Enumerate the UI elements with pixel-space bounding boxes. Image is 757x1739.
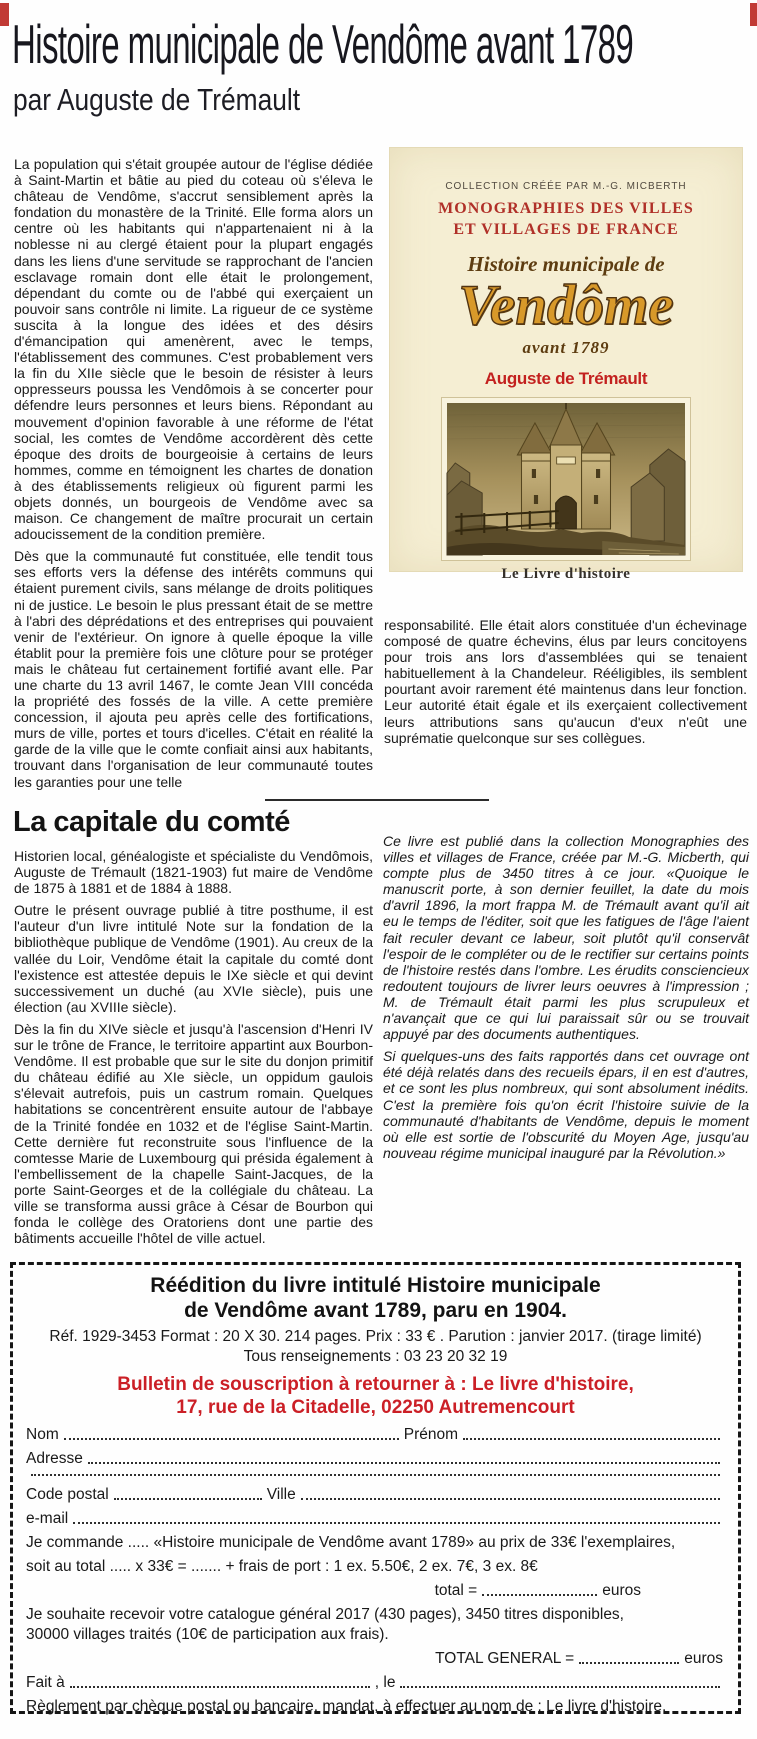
prenom-label: Prénom xyxy=(403,1426,459,1443)
form-contact-line: Tous renseignements : 03 23 20 32 19 xyxy=(243,1348,508,1365)
fait-a-label: Fait à xyxy=(26,1674,65,1691)
form-row-codepostal-ville xyxy=(26,1486,725,1503)
cover-series-line1: MONOGRAPHIES DES VILLES xyxy=(438,200,694,217)
paragraph: Ce livre est publié dans la collection Monographies des villes et villages de France, créée par M.-G. Micberth, qui compte plus de 3450 titres à ce jour. «Quoique le manuscrit porte, à son dernier feuillet, la date du mois d'avril 1896, la mort frappa M. de Trémault avant qu'il ait eu le temps de l'éditer, soit que les fatigues de l'âge l'aient fait reculer devant ce labeur, soit plutôt qu'il conservât l'espoir de le compléter ou de le rectifier sur certains points de l'histoire restés dans l'ombre. Les érudits consciencieux redoutent toujours de livrer leurs oeuvres à l'impression ; M. de Trémault était parmi les plus scrupuleux et n'avançait que ce qui lui paraissait sûr ou se trouvait appuyé par des documents authentiques. xyxy=(383,833,749,1043)
red-crop-mark-right xyxy=(750,3,757,26)
paragraph: Dès la fin du XIVe siècle et jusqu'à l'ascension d'Henri IV sur le trône de France, le territoire appartint aux Bourbon-Vendôme. Il est probable que sur le site du donjon primitif du château édifié au XIe siècle, un oppidum gaulois s'élevait autrefois, puis un castrum romain. Quelques habitations se concentrèrent ensuite autour de l'abbaye de la Trinité fondée en 1032 et de l'église Saint-Martin. Cette dernière fut reconstruite sous l'influence de la comtesse Marie de Luxembourg qui présida également à l'embellissement de la chapelle Saint-Jacques, de la porte Saint-Georges et de la collégiale du château. La ville se transforma aussi grâce à César de Bourbon qui fonda le collège des Oratoriens dont une partie des bâtiments accueille l'hôtel de ville actuel. xyxy=(14,1020,373,1247)
nom-label: Nom xyxy=(26,1426,59,1443)
adresse-label: Adresse xyxy=(26,1450,83,1467)
adresse-input-line2 xyxy=(31,1474,720,1476)
form-title-line1: Réédition du livre intitulé Histoire municipale xyxy=(150,1274,601,1297)
paragraph: Outre le présent ouvrage publié à titre posthume, il est l'auteur d'un livre intitulé Note sur la fondation de la bibliothèque publique de Vendôme (1901). Au creux de la vallée du Loir, Vendôme était la capitale du comté dont l'existence est attestée depuis le IXe siècle et qui devint successivement un duché (au XVIe siècle), puis une élection (au XVIIIe siècle). xyxy=(14,902,373,1015)
form-row-adresse xyxy=(26,1450,725,1467)
le-label: , le xyxy=(374,1674,396,1691)
cover-publisher: Le Livre d'histoire xyxy=(501,565,631,582)
prenom-input-line xyxy=(463,1438,720,1440)
section-heading: La capitale du comté xyxy=(13,806,290,838)
email-label: e-mail xyxy=(26,1510,69,1527)
cover-series-line2: ET VILLAGES DE FRANCE xyxy=(453,220,679,238)
email-input-line xyxy=(73,1522,720,1524)
page-subtitle: par Auguste de Trémault xyxy=(13,82,301,117)
fait-a-input-line xyxy=(70,1686,370,1688)
form-row-fait-a xyxy=(26,1674,725,1691)
total-input-line xyxy=(482,1594,597,1596)
intro-left-column xyxy=(14,156,373,796)
form-bulletin-address xyxy=(26,1373,725,1419)
order-line2: soit au total ..... x 33€ = ....... + frais de port : 1 ex. 5.50€, 2 ex. 7€, 3 ex. 8€ xyxy=(26,1558,538,1575)
catalog-line2: 30000 villages traités (10€ de participation aux frais). xyxy=(26,1626,389,1643)
paragraph: La population qui s'était groupée autour de l'église dédiée à Saint-Martin et bâtie au pied du coteau où s'éleva le château de Vendôme, s'accrut sensiblement après la fondation du monastère de la Trinité. Elle forma alors un centre où les habitants qui n'appartenaient ni à la noblesse ni au clergé étaient pour la plupart engagés dans les liens d'une servitude se rapprochant de l'ancien esclavage romain dont elle était le prolongement, dépendant du comte ou de l'abbé qui exerçaient un pouvoir sans contrôle ni limite. La rigueur de ce système suscita à la longue des idées et des désirs d'émancipation qui amenèrent, avec le temps, l'établissement des communes. C'est probablement vers la fin du XIIe siècle que le besoin de résister à leurs oppresseurs poussa les Vendômois à se concerter pour défendre leurs personnes et leurs biens. Répondant au mouvement d'opinion favorable à une réforme de l'état social, les comtes de Vendôme accordèrent dès cette époque des droits de bourgeoisie à certains de leurs hommes, comme en témoignent les chartes de donation à des établissements religieux où figurent parmi les objets donnés, un bourgeois de Vendôme avec sa maison. Ce changement de maître procurait un certain adoucissement de la condition première. xyxy=(14,156,373,543)
book-cover xyxy=(389,147,743,582)
form-ref-line: Réf. 1929-3453 Format : 20 X 30. 214 pages. Prix : 33 € . Parution : janvier 2017. (tirage limité) xyxy=(49,1328,702,1345)
ville-label: Ville xyxy=(266,1486,296,1503)
total-general-label: TOTAL GENERAL = xyxy=(435,1650,575,1667)
cover-author: Auguste de Trémault xyxy=(484,368,648,388)
catalog-line1: Je souhaite recevoir votre catalogue général 2017 (430 pages), 3450 titres disponibles, xyxy=(26,1606,624,1623)
form-row-nom-prenom xyxy=(26,1426,725,1443)
form-title-line2: de Vendôme avant 1789, paru en 1904. xyxy=(184,1299,567,1322)
page-title: Histoire municipale de Vendôme avant 1789 xyxy=(12,13,634,75)
paragraph: Historien local, généalogiste et spécialiste du Vendômois, Auguste de Trémault (1821-1903) fut maire de Vendôme de 1875 à 1881 et de 1884 à 1888. xyxy=(14,848,373,897)
code-postal-label: Code postal xyxy=(26,1486,109,1503)
paragraph: Dès que la communauté fut constituée, elle tendit tous ses efforts vers la défense des intérêts communs qui étaient purement civils, sans mélange de droits politiques ni de justice. Le besoin le plus pressant était de se mettre à l'abri des déprédations et des entreprises qui pouvaient venir de l'extérieur. On ignore à quelle époque la ville établit pour la première fois une clôture pour se protéger mais le château fut certainement fortifié avant elle. Par une charte du 13 avril 1467, le comte Jean VIII concéda la propriété des fossés de la ville. A cette première concession, il ajouta peu après celle des fortifications, murs de ville, portes et tours d'icelles. C'était en réalité la garde de la ville que le comte confiait ainsi aux habitants, trouvant dans l'organisation de leur communauté toutes les garanties pour une telle xyxy=(14,548,373,790)
cover-main-title: Vendôme xyxy=(458,273,674,337)
section-divider xyxy=(265,799,489,801)
section-left-column xyxy=(14,848,373,1252)
section-right-column xyxy=(383,833,749,1167)
subscription-form xyxy=(10,1262,741,1714)
adresse-input-line xyxy=(88,1462,720,1464)
code-postal-input-line xyxy=(114,1498,262,1500)
form-row-adresse-suite xyxy=(26,1474,725,1479)
payment-line: Règlement par chèque postal ou bancaire, mandat, à effectuer au nom de : Le livre d'histoire. xyxy=(26,1698,667,1715)
form-row-total-general xyxy=(26,1650,725,1667)
paragraph: Si quelques-uns des faits rapportés dans cet ouvrage ont été déjà relatés dans des recueils épars, il en est d'autres, et ce sont les plus nombreux, qui sont absolument inédits. C'est la première fois qu'on écrit l'histoire suivie de la communauté d'habitants de Vendôme, depuis le moment où elle est sortie de l'obscurité du Moyen Age, jusqu'au nouveau régime municipal inauguré par la Révolution.» xyxy=(383,1048,749,1161)
paragraph: responsabilité. Elle était alors constituée d'un échevinage composé de quatre échevins, élus par leurs concitoyens pour trois ans lors d'assemblées qui se tenaient habituellement à la Chandeleur. Rééligibles, ils semblent pourtant avoir rarement été maintenus dans leur fonction. Leur autorité était égale et ils exerçaient collectivement leurs attributions sans qu'aucun d'eux n'eût une suprématie quelconque sur ses collègues. xyxy=(384,617,747,746)
nom-input-line xyxy=(64,1438,399,1440)
form-row-total xyxy=(26,1582,725,1599)
cover-series-title xyxy=(389,199,743,241)
red-crop-mark-left xyxy=(0,3,9,26)
ville-input-line xyxy=(301,1498,720,1500)
form-bulletin-line1: Bulletin de souscription à retourner à : Le livre d'histoire, xyxy=(117,1374,634,1395)
form-bulletin-line2: 17, rue de la Citadelle, 02250 Autremencourt xyxy=(176,1397,575,1418)
date-input-line xyxy=(400,1686,720,1688)
total-general-euros-label: euros xyxy=(684,1650,723,1667)
total-general-input-line xyxy=(579,1662,679,1664)
cover-collection-line: COLLECTION CRÉÉE PAR M.-G. MICBERTH xyxy=(445,181,687,192)
castle-engraving-image xyxy=(442,398,690,560)
cover-subtitle: avant 1789 xyxy=(522,337,610,357)
intro-right-column xyxy=(384,617,747,752)
form-title xyxy=(26,1273,725,1323)
total-euros-label: euros xyxy=(602,1582,641,1599)
form-row-email xyxy=(26,1510,725,1527)
order-line1: Je commande ..... «Histoire municipale de Vendôme avant 1789» au prix de 33€ l'exemplaires, xyxy=(26,1534,676,1551)
cover-pretitle: Histoire municipale de xyxy=(467,251,665,276)
total-label: total = xyxy=(434,1582,478,1599)
